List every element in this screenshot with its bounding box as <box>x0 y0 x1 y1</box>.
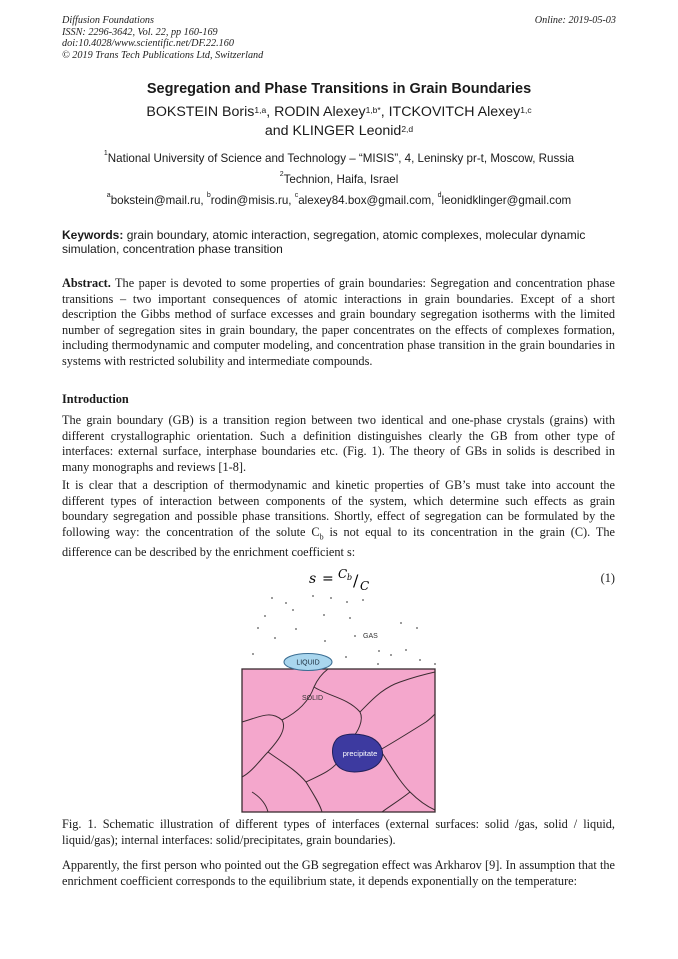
author-sup: 1,c <box>520 105 532 115</box>
journal-header <box>62 15 263 61</box>
solid-label: SOLID <box>302 695 324 702</box>
section-heading: Introduction <box>62 392 129 406</box>
email-link[interactable]: bokstein@mail.ru, <box>110 194 207 207</box>
email-link[interactable]: leonidklinger@gmail.com <box>441 194 572 207</box>
email-link[interactable]: alexey84.box@gmail.com, <box>298 194 438 207</box>
abstract-label: Abstract. <box>62 276 111 290</box>
intro-paragraph-1: The grain boundary (GB) is a transition region between two identical and one-phase crystals (grains) with different crystallographic orientation. Such a definition distinguishes clearly the GB from other type of interfaces: external surface, interphase boundaries etc. (Fig. 1). The theory of GBs in solids is described in many monographs and reviews [1-8]. <box>62 413 615 474</box>
abstract-text: The paper is devoted to some properties of grain boundaries: Segregation and concentration phase transitions – two important consequences of atomic interactions in grain boundaries. Except of a short description the Gibbs method of surface excesses and grain boundary segregation isotherms with the limited number of segregation sites in grain boundary, the paper concentrates on the effects of complexes formation, including thermodynamic and computer modeling, and concentration phase transition in the grain boundaries in systems with restricted solubility and intermediate compounds. <box>62 276 615 368</box>
copyright-line: © 2019 Trans Tech Publications Ltd, Switzerland <box>62 49 264 61</box>
author-list <box>40 103 638 141</box>
figure-caption: Fig. 1. Schematic illustration of different types of interfaces (external surfaces: solid /gas, solid / liquid, liquid/gas); internal interfaces: solid/precipitates, grain boundaries). <box>62 817 615 847</box>
eq-denominator: C <box>360 579 370 592</box>
gas-particles <box>252 595 436 665</box>
abstract <box>62 276 615 370</box>
eq-slash: / <box>353 571 359 590</box>
author-sup: 2,d <box>401 124 414 134</box>
author-emails: $^a$bokstein@mail.ru, $^b$rodin@misis.ru, $^c$alexey84.box@gmail.com, $^d$leonidklinger@gmail.com <box>106 192 572 207</box>
eq-equals: = <box>322 571 334 587</box>
email-link[interactable]: rodin@misis.ru, <box>210 194 295 207</box>
body-paragraph: Apparently, the first person who pointed out the GB segregation effect was Arkharov [9]. In assumption that the enrichment coefficient corresponds to the equilibrium state, it depends exponentially on the temperature: <box>62 858 615 888</box>
equation-number: (1) <box>600 571 615 585</box>
affiliation-2: $^2$Technion, Haifa, Israel <box>279 171 399 186</box>
keywords <box>62 228 615 256</box>
online-date: Online: 2019-05-03 <box>534 15 616 26</box>
intro-paragraph-2: It is clear that a description of thermodynamic and kinetic properties of GB’s must take into account the different types of interaction between components of the system, which determine such effects as grain boundary segregation and possible phase transitions. Shortly, effect of segregation can be formulated by the following way: the concentration of the solute $C_b$ is not equal to its concentration in the grain (C). The difference can be described by the enrichment coefficient s: <box>62 478 615 559</box>
figure-1-illustration <box>230 592 455 818</box>
keywords-text: grain boundary, atomic interaction, segregation, atomic complexes, molecular dynamic simulation, concentration phase transition <box>62 228 586 256</box>
enrichment-formula <box>309 566 379 592</box>
journal-name: Diffusion Foundations <box>62 15 154 26</box>
equation-1 <box>62 566 615 592</box>
author-name: KLINGER Leonid <box>292 123 402 139</box>
issn-line: ISSN: 2296-3642, Vol. 22, pp 160-169 <box>62 26 218 38</box>
author-line-2: and KLINGER Leonid$^{2,d}$ <box>264 123 414 139</box>
author-name: RODIN Alexey <box>274 104 366 120</box>
author-sup: 1,a <box>254 105 267 115</box>
eq-lhs: s <box>309 571 317 587</box>
gas-label: GAS <box>363 633 378 640</box>
doi-line: doi:10.4028/www.scientific.net/DF.22.160 <box>62 38 234 49</box>
paper-title: Segregation and Phase Transitions in Grain Boundaries <box>146 81 532 97</box>
author-name: BOKSTEIN Boris <box>146 104 255 120</box>
author-sup: 1,b* <box>365 105 381 115</box>
keywords-label: Keywords: <box>62 228 124 242</box>
author-name: ITCKOVITCH Alexey <box>388 104 521 120</box>
author-line-1: BOKSTEIN Boris$^{1,a}$, RODIN Alexey$^{1,b*}$, ITCKOVITCH Alexey$^{1,c}$ <box>146 104 532 120</box>
eq-numerator: C <box>338 567 348 581</box>
eq-num-sub: b <box>347 573 353 582</box>
liquid-label: LIQUID <box>296 659 320 667</box>
affiliation-1: $^1$National University of Science and Technology – “MISIS”, 4, Leninsky pr-t, Moscow, Russia <box>103 150 575 165</box>
precipitate-label: precipitate <box>342 749 378 758</box>
